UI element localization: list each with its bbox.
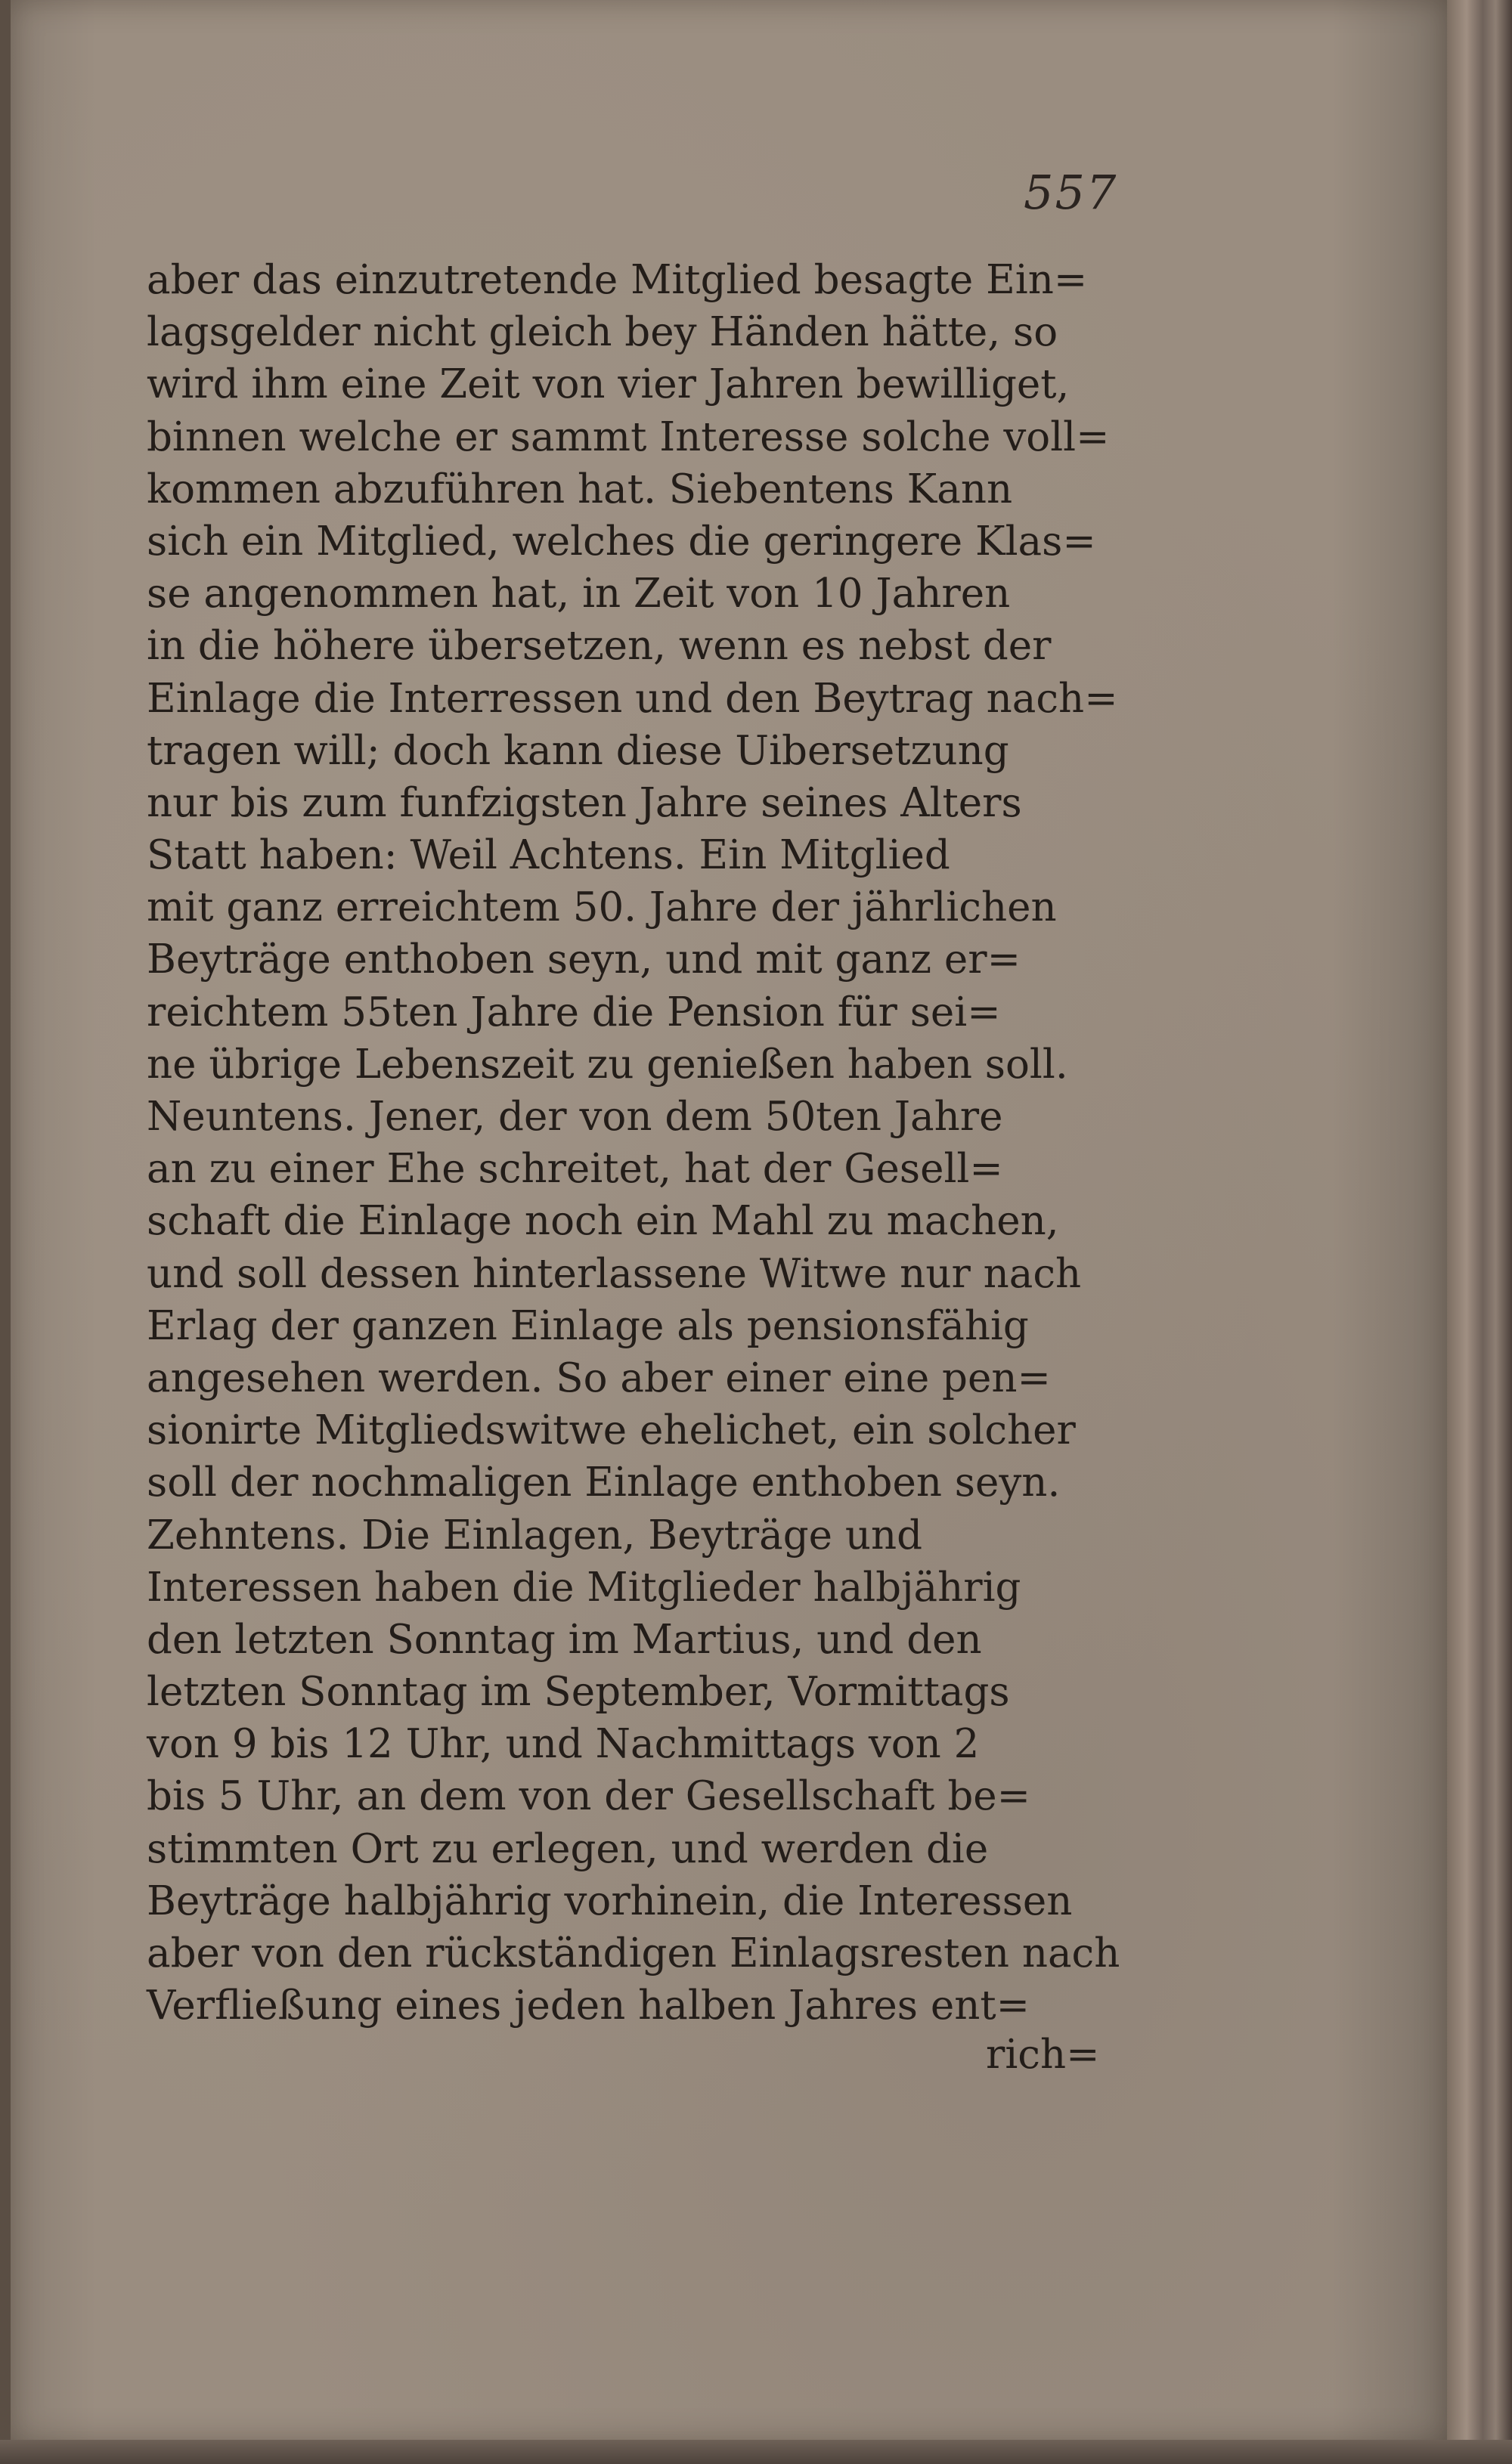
text-line: den letzten Sonntag im Martius, und den (147, 1616, 982, 1663)
text-line: binnen welche er sammt Interesse solche voll= (147, 413, 1110, 460)
text-line: sionirte Mitgliedswitwe ehelichet, ein solcher (147, 1407, 1076, 1454)
text-line: se angenommen hat, in Zeit von 10 Jahren (147, 571, 1011, 618)
text-line: nur bis zum funfzigsten Jahre seines Alters (147, 779, 1022, 826)
text-line: aber das einzutretende Mitglied besagte Ein= (147, 257, 1088, 303)
page-edge-bottom (0, 2440, 1512, 2464)
text-line: Beyträge halbjährig vorhinein, die Interessen (147, 1877, 1073, 1924)
text-line: Erlag der ganzen Einlage als pensionsfähig (147, 1302, 1029, 1349)
text-line: und soll dessen hinterlassene Witwe nur nach (147, 1250, 1082, 1297)
text-line: Beyträge enthoben seyn, und mit ganz er= (147, 936, 1021, 983)
text-line: in die höhere übersetzen, wenn es nebst der (147, 623, 1052, 670)
text-line: mit ganz erreichtem 50. Jahre der jährlichen (147, 884, 1057, 931)
text-line: bis 5 Uhr, an dem von der Gesellschaft be= (147, 1773, 1031, 1820)
text-line: an zu einer Ehe schreitet, hat der Gesell= (147, 1146, 1003, 1193)
text-line: Verfließung eines jeden halben Jahres ent= (147, 1983, 1030, 2029)
text-line: Statt haben: Weil Achtens. Ein Mitglied (147, 832, 950, 879)
text-line: stimmten Ort zu erlegen, und werden die (147, 1825, 989, 1872)
text-line: von 9 bis 12 Uhr, und Nachmittags von 2 (147, 1721, 980, 1768)
text-line: reichtem 55ten Jahre die Pension für sei= (147, 989, 1001, 1035)
page-edge-right (1447, 0, 1512, 2464)
text-line: Neuntens. Jener, der von dem 50ten Jahre (147, 1094, 1003, 1140)
page-number: 557 (1024, 165, 1118, 220)
text-line: lagsgelder nicht gleich bey Händen hätte, so (147, 309, 1058, 356)
text-line: ne übrige Lebenszeit zu genießen haben soll. (147, 1041, 1068, 1088)
text-line: soll der nochmaligen Einlage enthoben seyn. (147, 1460, 1061, 1506)
text-line: sich ein Mitglied, welches die geringere Klas= (147, 518, 1096, 565)
text-line: angesehen werden. So aber einer eine pen= (147, 1354, 1051, 1401)
text-line: tragen will; doch kann diese Uibersetzung (147, 727, 1009, 774)
text-line: letzten Sonntag im September, Vormittags (147, 1669, 1010, 1716)
text-line: wird ihm eine Zeit von vier Jahren bewilliget, (147, 361, 1070, 408)
text-line: Einlage die Interressen und den Beytrag nach= (147, 675, 1118, 722)
catchword: rich= (986, 2032, 1100, 2078)
text-line: schaft die Einlage noch ein Mahl zu machen, (147, 1198, 1059, 1245)
text-line: kommen abzuführen hat. Siebentens Kann (147, 466, 1013, 512)
text-line: Zehntens. Die Einlagen, Beyträge und (147, 1512, 923, 1559)
text-line: aber von den rückständigen Einlagsresten nach (147, 1930, 1120, 1976)
book-page (11, 0, 1447, 2441)
body-text (147, 254, 1129, 2032)
text-line: Interessen haben die Mitglieder halbjährig (147, 1564, 1021, 1611)
